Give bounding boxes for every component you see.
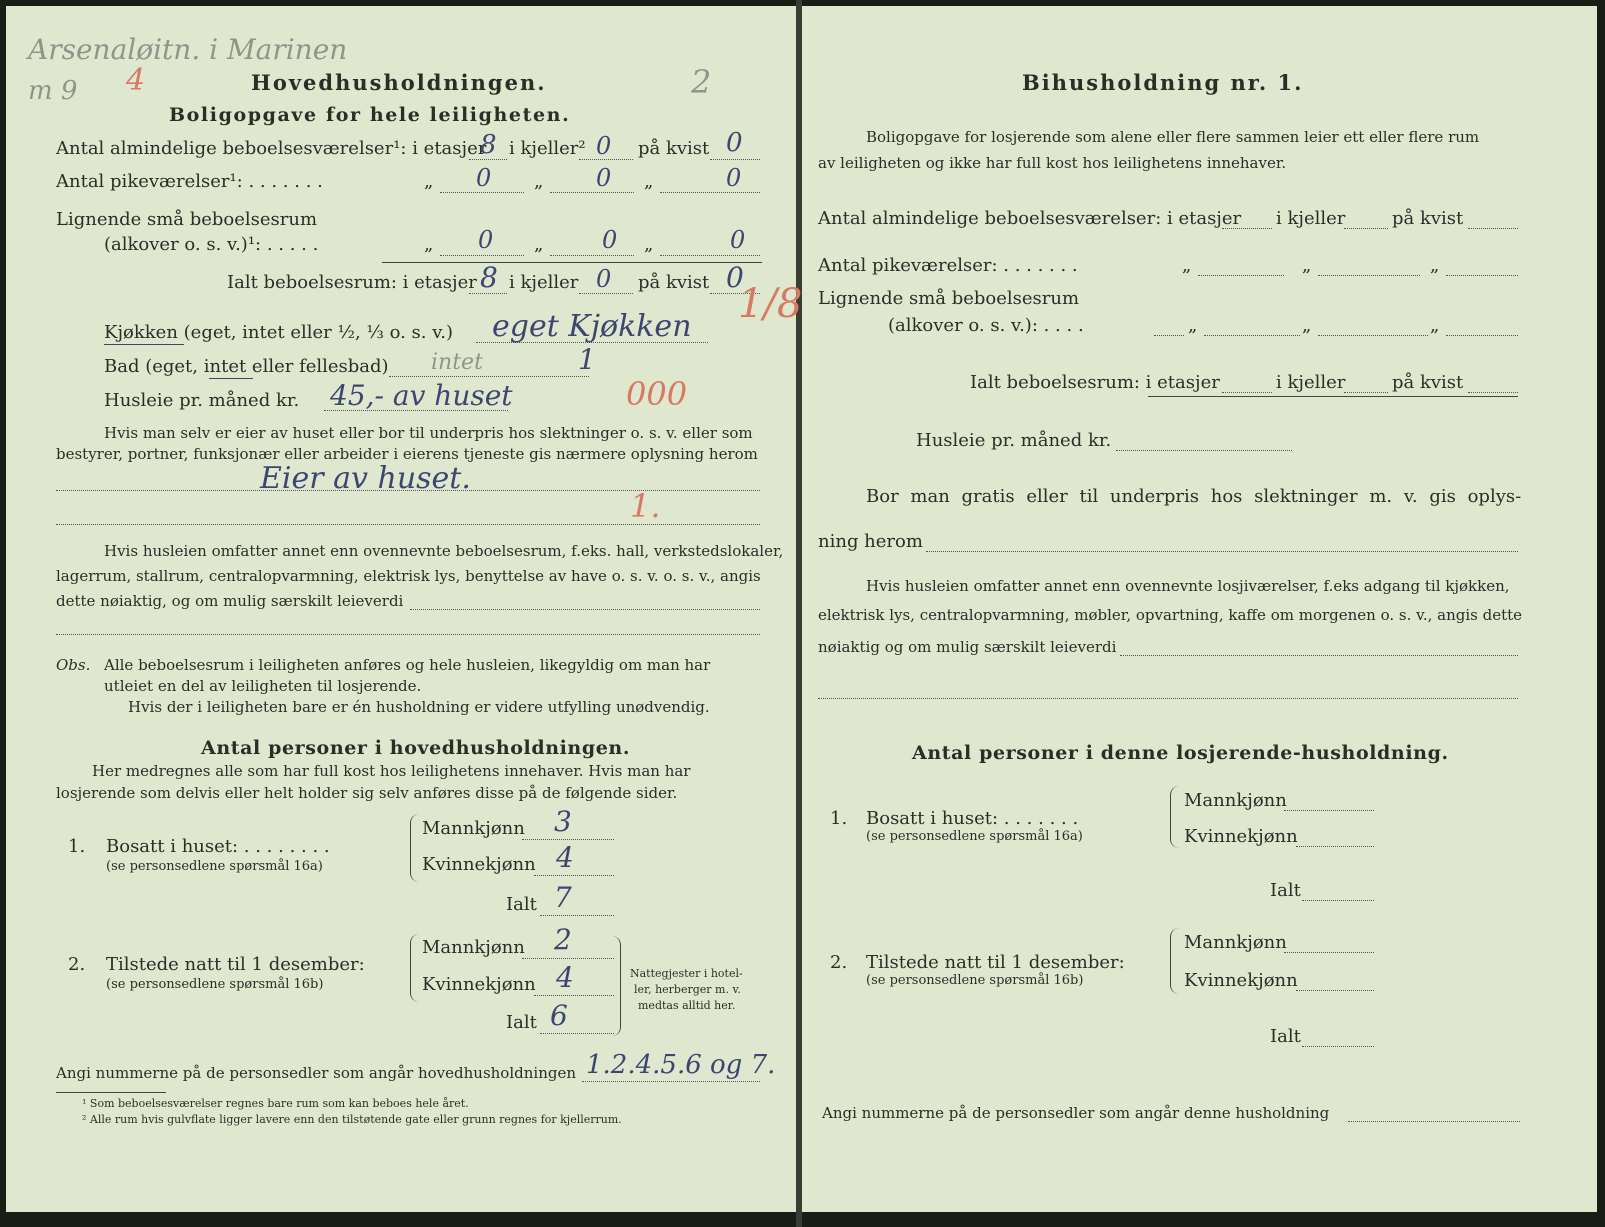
husleie-red-annotation: 000 (626, 375, 688, 413)
omfatter-text-3: nøiaktig og om mulig særskilt leieverdi (818, 638, 1117, 656)
row4-kvist-label: på kvist (638, 272, 710, 293)
right-page-bihusholdning: Bihusholdning nr. 1. Boligopgave for losjerende som alene eller flere sammen leier ett eller flere rum av leiligheten og ikke har full kost hos leilighetens innehaver. Antal almindelige beboelsesværelser: i etasjer i kjeller på kvist Antal pikeværelser: . . . . . . . „ „ „ Lignende små beboelsesrum (alkover o. s. v.): . . . . „ „ „ Ialt beboelsesrum: i etasjer i kjeller på kvist Husleie pr. måned kr. Bor man gratis eller til underpris hos slektninger m. v. gis oplys- ning herom Hvis husleien omfatter annet enn ovennevnte losjiværelser, f.eks adgang til kjøkken, elektrisk lys, centralopvarmning, møbler, opvartning, kaffe om morgenen o. s. v., angis dette nøiaktig og om mulig særskilt leieverdi Antal personer i denne losjerende-husholdning. 1. Bosatt i huset: . . . . . . . (se personsedlene spørsmål 16a) Mannkjønn Kvinnekjønn Ialt 2. Tilstede natt til 1 desember: (se personsedlene spørsmål 16b) Mannkjønn Kvinnekjønn Ialt Angi nummerne på de personsedler som angår denne husholdning (802, 6, 1597, 1212)
row4-etasjer-value: 8 (480, 261, 498, 294)
obs-label: Obs. (56, 656, 91, 674)
row2-label: Antal pikeværelser¹: . . . . . . . (56, 171, 323, 192)
page-title: Hovedhusholdningen. (251, 70, 547, 95)
bosatt-mann-label: Mannkjønn (1184, 790, 1287, 811)
husleie-label: Husleie pr. måned kr. (916, 430, 1112, 451)
row1-label: Antal almindelige beboelsesværelser: i etasjer (818, 208, 1242, 229)
omfatter-text-1: Hvis husleien omfatter annet enn ovennevnte beboelsesrum, f.eks. hall, verkstedslokaler, (104, 542, 784, 560)
persons-text-1: Her medregnes alle som har full kost hos leilighetens innehaver. Hvis man har (92, 762, 691, 780)
row4-kvist-label: på kvist (1392, 372, 1464, 393)
bosatt-kvinne-value: 4 (556, 841, 574, 874)
row2-etasjer-value: 0 (476, 164, 492, 192)
row4-kjeller-value: 0 (596, 265, 612, 293)
intro-text-1: Boligopgave for losjerende som alene eller flere sammen leier ett eller flere rum (866, 128, 1480, 146)
bosatt-sub: (se personsedlene spørsmål 16a) (106, 859, 323, 874)
bosatt-mann-label: Mannkjønn (422, 818, 525, 839)
bad-mark: 1 (578, 343, 596, 376)
page-title: Bihusholdning nr. 1. (1022, 70, 1304, 95)
bosatt-ialt-value: 7 (554, 881, 572, 914)
tilstede-number: 2. (68, 954, 86, 975)
omfatter-text-3: dette nøiaktig, og om mulig særskilt leieverdi (56, 592, 404, 610)
row3-label-1: Lignende små beboelsesrum (818, 288, 1080, 309)
bad-label: Bad (eget, intet eller fellesbad) (104, 356, 389, 377)
row4-label: Ialt beboelsesrum: i etasjer (970, 372, 1220, 393)
bad-value: intet (431, 350, 483, 375)
nattegjester-note-1: Nattegjester i hotel- (630, 967, 743, 980)
tilstede-number: 2. (830, 952, 848, 973)
tilstede-mann-label: Mannkjønn (1184, 932, 1287, 953)
handwritten-red-number: 4 (126, 63, 146, 98)
row1-kvist-label: på kvist (1392, 208, 1464, 229)
bosatt-number: 1. (830, 808, 848, 829)
tilstede-label: Tilstede natt til 1 desember: (866, 952, 1125, 973)
bosatt-kvinne-label: Kvinnekjønn (422, 854, 536, 875)
row1-label: Antal almindelige beboelsesværelser¹: i etasjer (56, 138, 487, 159)
red-annotation-total: 1/8 (738, 281, 803, 327)
row1-kjeller-value: 0 (596, 132, 612, 160)
row1-kvist-label: på kvist (638, 138, 710, 159)
handwritten-address: Arsenaløitn. i Marinen (28, 33, 348, 66)
nattegjester-note-3: medtas alltid her. (638, 999, 736, 1012)
footnote-2: ² Alle rum hvis gulvflate ligger lavere enn den tilstøtende gate eller grunn regnes for kjellerrum. (82, 1113, 622, 1126)
left-page-hovedhusholdning: Arsenaløitn. i Marinen m 9 4 2 Hovedhusholdningen. Boligopgave for hele leiligheten. Antal almindelige beboelsesværelser¹: i etasjer 8 i kjeller² 0 på kvist 0 Antal pikeværelser¹: . . . . . . . „ 0 „ 0 „ 0 Lignende små beboelsesrum (alkover o. s. v.)¹: . . . . . „ 0 „ 0 „ 0 Ialt beboelsesrum: i etasjer 8 i kjeller 0 på kvist 0 1/8 Kjøkken (eget, intet eller ½, ⅓ o. s. v.) eget Kjøkken Bad (eget, intet eller fellesbad) intet 1 Husleie pr. måned kr. 45,- av huset 000 Hvis man selv er eier av huset eller bor til underpris hos slektninger o. s. v. eller som bestyrer, portner, funksjonær eller arbeider i eierens tjeneste gis nærmere oplysning herom Eier av huset. 1. Hvis husleien omfatter annet enn ovennevnte beboelsesrum, f.eks. hall, verkstedslokaler, lagerrum, stallrum, centralopvarmning, elektrisk lys, benyttelse av have o. s. v. o. s. v., angis dette nøiaktig, og om mulig særskilt leieverdi Obs. Alle beboelsesrum i leiligheten anføres og hele husleien, likegyldig om man har utleiet en del av leiligheten til losjerende. Hvis der i leiligheten bare er én husholdning er videre utfylling unødvendig. Antal personer i hovedhusholdningen. Her medregnes alle som har full kost hos leilighetens innehaver. Hvis man har losjerende som delvis eller helt holder sig selv anføres disse på de følgende sider. 1. Bosatt i huset: . . . . . . . . (se personsedlene spørsmål 16a) Mannkjønn 3 Kvinnekjønn 4 Ialt 7 2. Tilstede natt til 1 desember: (se personsedlene spørsmål 16b) Mannkjønn 2 Kvinnekjønn 4 Ialt 6 Nattegjester i hotel- ler, herberger m. v. medtas alltid her. Angi nummerne på de personsedler som angår hovedhusholdningen 1.2.4.5.6 og 7. ¹ Som beboelsesværelser regnes bare rum som kan beboes hele året. ² Alle rum hvis gulvflate ligger lavere enn den tilstøtende gate eller grunn regnes for kjellerrum. (6, 6, 796, 1212)
tilstede-sub: (se personsedlene spørsmål 16b) (866, 973, 1084, 988)
eier-value: Eier av huset. (260, 461, 471, 496)
tilstede-kvinne-value: 4 (556, 961, 574, 994)
kjokken-label: Kjøkken (eget, intet eller ½, ⅓ o. s. v.) (104, 322, 453, 343)
omfatter-text-2: lagerrum, stallrum, centralopvarmning, elektrisk lys, benyttelse av have o. s. v. o. s. v., angis (56, 567, 761, 585)
tilstede-ialt-label: Ialt (1270, 1026, 1301, 1047)
row4-label: Ialt beboelsesrum: i etasjer (227, 272, 477, 293)
angi-label: Angi nummerne på de personsedler som angår hovedhusholdningen (56, 1064, 576, 1082)
husleie-label: Husleie pr. måned kr. (104, 390, 300, 411)
eier-red-annotation: 1. (630, 487, 661, 525)
bosatt-label: Bosatt i huset: . . . . . . . . (106, 836, 330, 857)
row3-label-1: Lignende små beboelsesrum (56, 209, 318, 230)
page-subtitle: Boligopgave for hele leiligheten. (169, 104, 571, 126)
bosatt-ialt-label: Ialt (1270, 880, 1301, 901)
row3-label-2: (alkover o. s. v.): . . . . (888, 315, 1084, 336)
husleie-value: 45,- av huset (330, 379, 513, 412)
tilstede-kvinne-label: Kvinnekjønn (1184, 970, 1298, 991)
obs-text-3: Hvis der i leiligheten bare er én husholdning er videre utfylling unødvendig. (128, 698, 710, 716)
row3-label-2: (alkover o. s. v.)¹: . . . . . (104, 234, 319, 255)
bosatt-mann-value: 3 (554, 805, 572, 838)
footnote-1: ¹ Som beboelsesværelser regnes bare rum som kan beboes hele året. (82, 1097, 469, 1110)
row1-etasjer-value: 8 (480, 130, 497, 160)
persons-text-2: losjerende som delvis eller helt holder sig selv anføres disse på de følgende sider. (56, 784, 678, 802)
bosatt-number: 1. (68, 836, 86, 857)
row1-kvist-value: 0 (726, 128, 743, 158)
row3-kvist-value: 0 (730, 226, 746, 254)
gratis-text-1: Bor man gratis eller til underpris hos slektninger m. v. gis oplys- (866, 486, 1522, 507)
angi-value: 1.2.4.5.6 og 7. (586, 1050, 776, 1080)
tilstede-sub: (se personsedlene spørsmål 16b) (106, 977, 324, 992)
omfatter-text-2: elektrisk lys, centralopvarmning, møbler, opvartning, kaffe om morgenen o. s. v., angis dette (818, 606, 1523, 624)
row4-kvist-value: 0 (726, 261, 744, 294)
row1-kjeller-label: i kjeller (1276, 208, 1346, 229)
persons-title: Antal personer i hovedhusholdningen. (201, 737, 631, 759)
handwritten-page-number: 2 (691, 63, 712, 101)
gratis-text-2: ning herom (818, 531, 923, 552)
tilstede-mann-label: Mannkjønn (422, 937, 525, 958)
bosatt-kvinne-label: Kvinnekjønn (1184, 826, 1298, 847)
row2-kvist-value: 0 (726, 164, 742, 192)
bosatt-label: Bosatt i huset: . . . . . . . (866, 808, 1079, 829)
tilstede-label: Tilstede natt til 1 desember: (106, 954, 365, 975)
row3-etasjer-value: 0 (478, 226, 494, 254)
intro-text-2: av leiligheten og ikke har full kost hos leilighetens innehaver. (818, 154, 1287, 172)
tilstede-kvinne-label: Kvinnekjønn (422, 974, 536, 995)
persons-title: Antal personer i denne losjerende-husholdning. (912, 742, 1449, 764)
omfatter-text-1: Hvis husleien omfatter annet enn ovennevnte losjiværelser, f.eks adgang til kjøkken, (866, 577, 1510, 595)
row4-kjeller-label: i kjeller (509, 272, 579, 293)
tilstede-ialt-value: 6 (550, 999, 568, 1032)
eier-text-1: Hvis man selv er eier av huset eller bor til underpris hos slektninger o. s. v. eller som (104, 424, 753, 442)
tilstede-mann-value: 2 (554, 923, 572, 956)
obs-text-2: utleiet en del av leiligheten til losjerende. (104, 677, 422, 695)
bosatt-sub: (se personsedlene spørsmål 16a) (866, 829, 1083, 844)
row3-kjeller-value: 0 (602, 226, 618, 254)
eier-text-2: bestyrer, portner, funksjonær eller arbeider i eierens tjeneste gis nærmere oplysning herom (56, 445, 758, 463)
row4-kjeller-label: i kjeller (1276, 372, 1346, 393)
row2-kjeller-value: 0 (596, 164, 612, 192)
handwritten-code: m 9 (28, 76, 78, 106)
bosatt-ialt-label: Ialt (506, 894, 537, 915)
kjokken-value: eget Kjøkken (492, 309, 692, 344)
tilstede-ialt-label: Ialt (506, 1012, 537, 1033)
nattegjester-note-2: ler, herberger m. v. (634, 983, 741, 996)
angi-label: Angi nummerne på de personsedler som angår denne husholdning (822, 1104, 1330, 1122)
row2-label: Antal pikeværelser: . . . . . . . (818, 255, 1078, 276)
obs-text-1: Alle beboelsesrum i leiligheten anføres og hele husleien, likegyldig om man har (104, 656, 711, 674)
row1-kjeller-label: i kjeller² (509, 138, 586, 159)
